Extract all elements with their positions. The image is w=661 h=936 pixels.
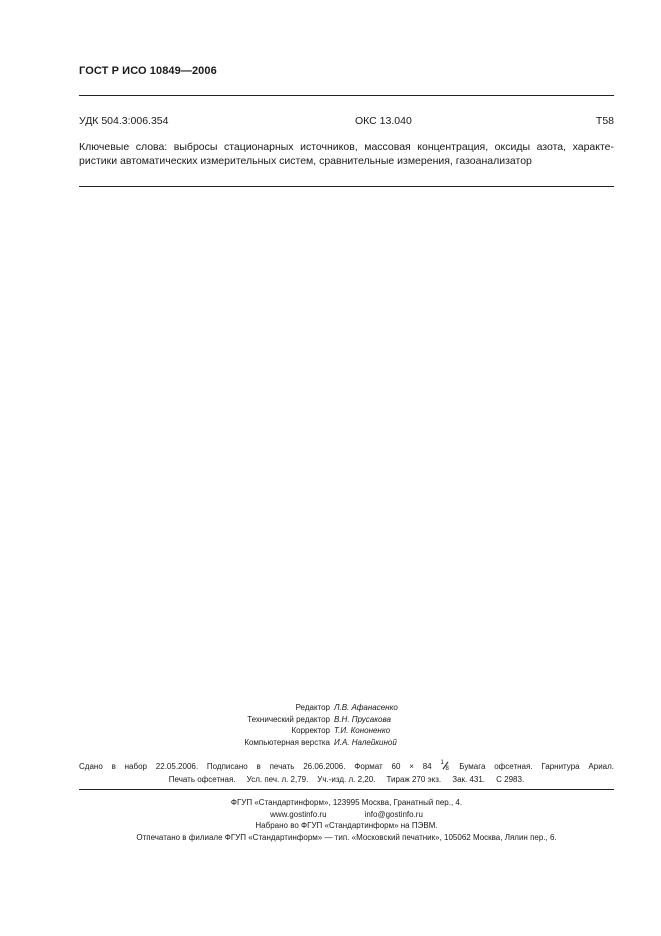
category-code: Т58: [595, 115, 614, 127]
credit-editor: [200, 702, 500, 714]
credit-proofreader: [200, 725, 500, 737]
credit-role: Технический редактор: [247, 714, 330, 724]
header-divider: [79, 95, 614, 96]
oks-code: ОКС 13.040: [355, 115, 412, 127]
credit-role: Корректор: [291, 726, 330, 735]
paper-type: Бумага офсетная.: [459, 762, 533, 771]
format-denominator: 8: [445, 766, 449, 772]
classification-row: [79, 115, 614, 129]
publisher-sheets: Уч.-изд. л. 2,20.: [317, 775, 376, 784]
publisher-email[interactable]: info@gostinfo.ru: [364, 809, 423, 819]
code: С 2983.: [496, 775, 525, 784]
credit-layout: [200, 737, 500, 749]
publisher-block: [79, 797, 614, 843]
credit-tech-editor: [200, 714, 500, 726]
circulation: Тираж 270 экз.: [386, 775, 442, 784]
udk-code: УДК 504.3:006.354: [79, 115, 169, 127]
publisher-contacts: [79, 809, 614, 821]
typeface: Гарнитура Ариал.: [541, 762, 615, 771]
keywords-line-2: ристики автоматических измерительных систем, сравнительные измерения, газоанализатор: [79, 155, 532, 167]
credit-name: Л.В. Афанасенко: [334, 703, 398, 712]
print-info-row-1: [79, 760, 614, 773]
publisher-website[interactable]: www.gostinfo.ru: [270, 809, 327, 819]
print-type: Печать офсетная.: [168, 775, 236, 784]
credits-block: [200, 702, 500, 748]
order-number: Зак. 431.: [452, 775, 486, 784]
publisher-address: ФГУП «Стандартинформ», 123995 Москва, Гранатный пер., 4.: [230, 798, 463, 807]
keywords-block: [79, 140, 614, 168]
typeset-info: Набрано во ФГУП «Стандартинформ» на ПЭВМ.: [255, 821, 438, 830]
keywords-line-1: Ключевые слова: выбросы стационарных источников, массовая концентрация, оксиды азота, характе-: [79, 141, 614, 153]
credit-name: И.А. Налейкиной: [334, 737, 397, 747]
signed-date: Подписано в печать 26.06.2006.: [206, 762, 346, 771]
imprint-divider: [79, 789, 614, 790]
printed-info: Отпечатано в филиале ФГУП «Стандартинформ» — тип. «Московский печатник», 105062 Москва, Лялин пер., 6.: [136, 832, 557, 842]
standard-designation: ГОСТ Р ИСО 10849—2006: [79, 65, 217, 77]
set-date: Сдано в набор 22.05.2006.: [79, 762, 199, 771]
credit-role: Редактор: [295, 703, 330, 712]
credit-role: Компьютерная верстка: [244, 737, 330, 747]
format-numerator: 1: [440, 760, 444, 766]
credit-name: В.Н. Прусакова: [334, 714, 391, 724]
format-fraction: [440, 761, 450, 771]
print-info-row-2: [79, 773, 614, 786]
keywords-divider: [79, 186, 614, 187]
credit-name: Т.И. Кононенко: [334, 726, 391, 735]
format-label: Формат 60 × 84: [354, 762, 432, 771]
format: [354, 762, 450, 771]
print-info-block: [79, 760, 614, 786]
print-sheets: Усл. печ. л. 2,79.: [246, 775, 309, 784]
